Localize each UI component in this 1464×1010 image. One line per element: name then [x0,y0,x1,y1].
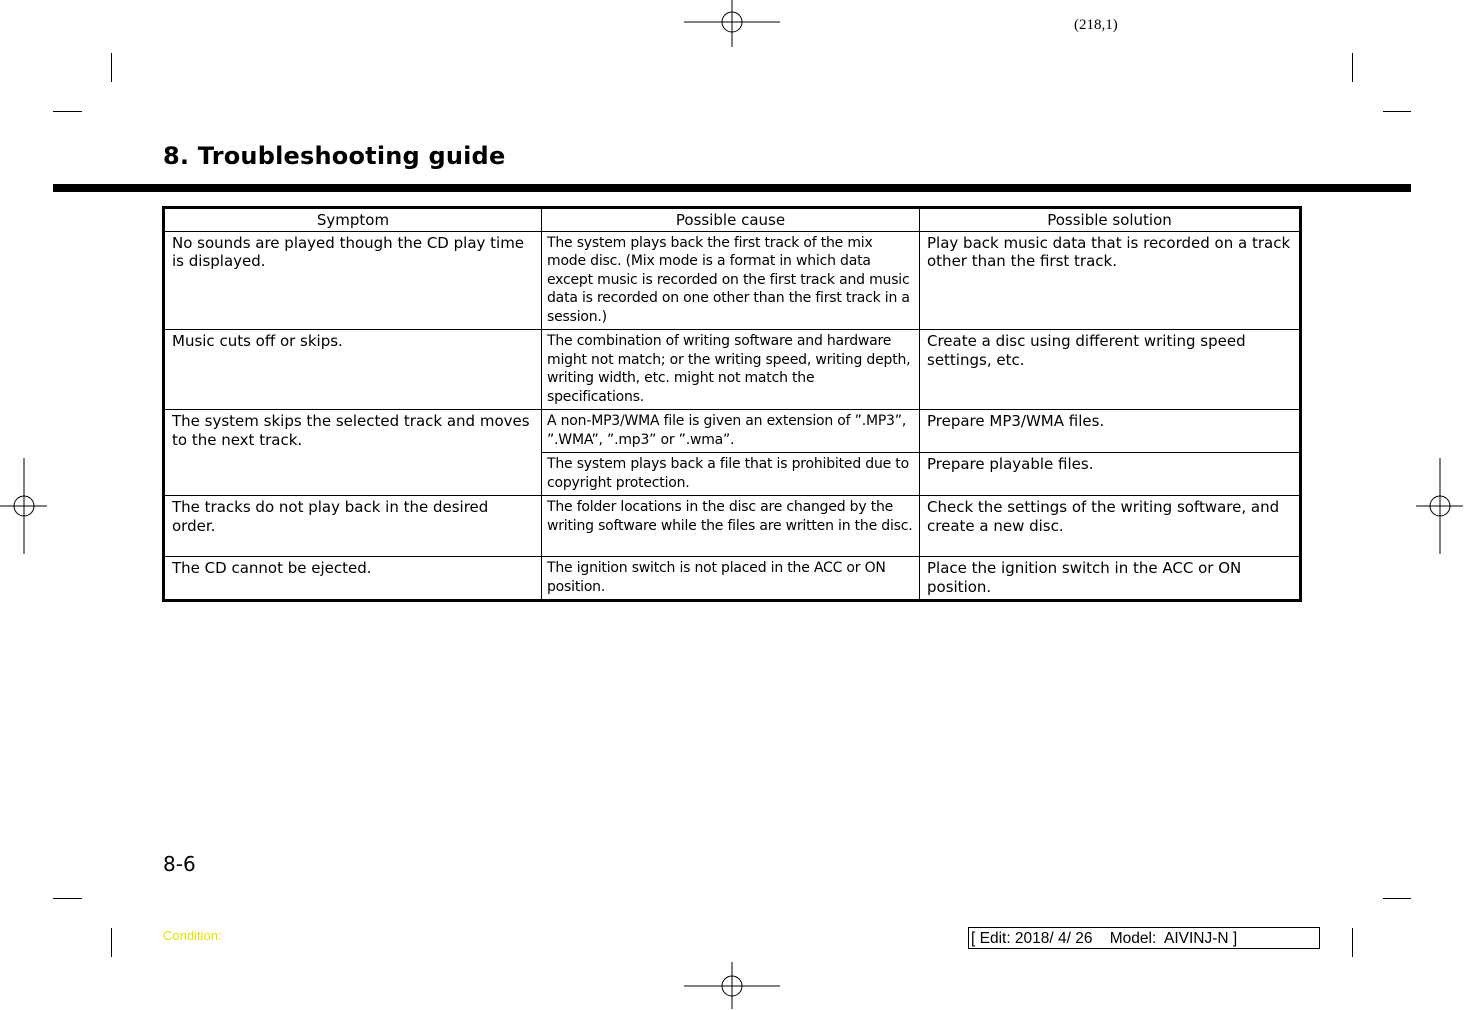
solution-cell: Place the ignition switch in the ACC or ON position. [920,557,1301,601]
header-possible-cause: Possible cause [542,208,920,232]
edit-info-box: [ Edit: 2018/ 4/ 26 Model: AIVINJ-N ] [968,927,1320,949]
table-row [164,330,1301,410]
page-reference: (218,1) [1074,17,1118,33]
symptom-cell: The tracks do not play back in the desired order. [164,496,542,557]
solution-cell: Check the settings of the writing software, and create a new disc. [920,496,1301,557]
troubleshooting-table [162,206,1302,602]
table-row [164,496,1301,557]
header-possible-solution: Possible solution [920,208,1301,232]
table-row [164,231,1301,330]
page-number: 8-6 [163,852,196,876]
symptom-cell: The system skips the selected track and moves to the next track. [164,410,542,496]
condition-label: Condition: [163,928,222,943]
cause-cell: A non-MP3/WMA file is given an extension of ”.MP3”, ”.WMA”, ”.mp3” or ”.wma”. [542,410,920,453]
section-title: 8. Troubleshooting guide [163,142,506,170]
table-header-row [164,208,1301,232]
cause-cell: The combination of writing software and hardware might not match; or the writing speed, writing depth, writing width, etc. might not match the specifications. [542,330,920,410]
solution-cell: Create a disc using different writing speed settings, etc. [920,330,1301,410]
cause-cell: The ignition switch is not placed in the ACC or ON position. [542,557,920,601]
cause-cell: The folder locations in the disc are changed by the writing software while the files are written in the disc. [542,496,920,557]
registration-mark-right-icon [1416,458,1464,554]
registration-mark-bottom-icon [684,962,780,1010]
symptom-cell: No sounds are played though the CD play time is displayed. [164,231,542,330]
header-symptom: Symptom [164,208,542,232]
registration-mark-left-icon [0,458,48,554]
cause-cell: The system plays back a file that is prohibited due to copyright protection. [542,453,920,496]
symptom-cell: Music cuts off or skips. [164,330,542,410]
table-row [164,410,1301,453]
table-row [164,557,1301,601]
solution-cell: Prepare MP3/WMA files. [920,410,1301,453]
solution-cell: Play back music data that is recorded on a track other than the first track. [920,231,1301,330]
registration-mark-top-icon [684,0,780,48]
cause-cell: The system plays back the first track of the mix mode disc. (Mix mode is a format in which data except music is recorded on the first track and music data is recorded on one other than the first track in a session.) [542,231,920,330]
solution-cell: Prepare playable files. [920,453,1301,496]
symptom-cell: The CD cannot be ejected. [164,557,542,601]
title-rule [53,184,1411,192]
